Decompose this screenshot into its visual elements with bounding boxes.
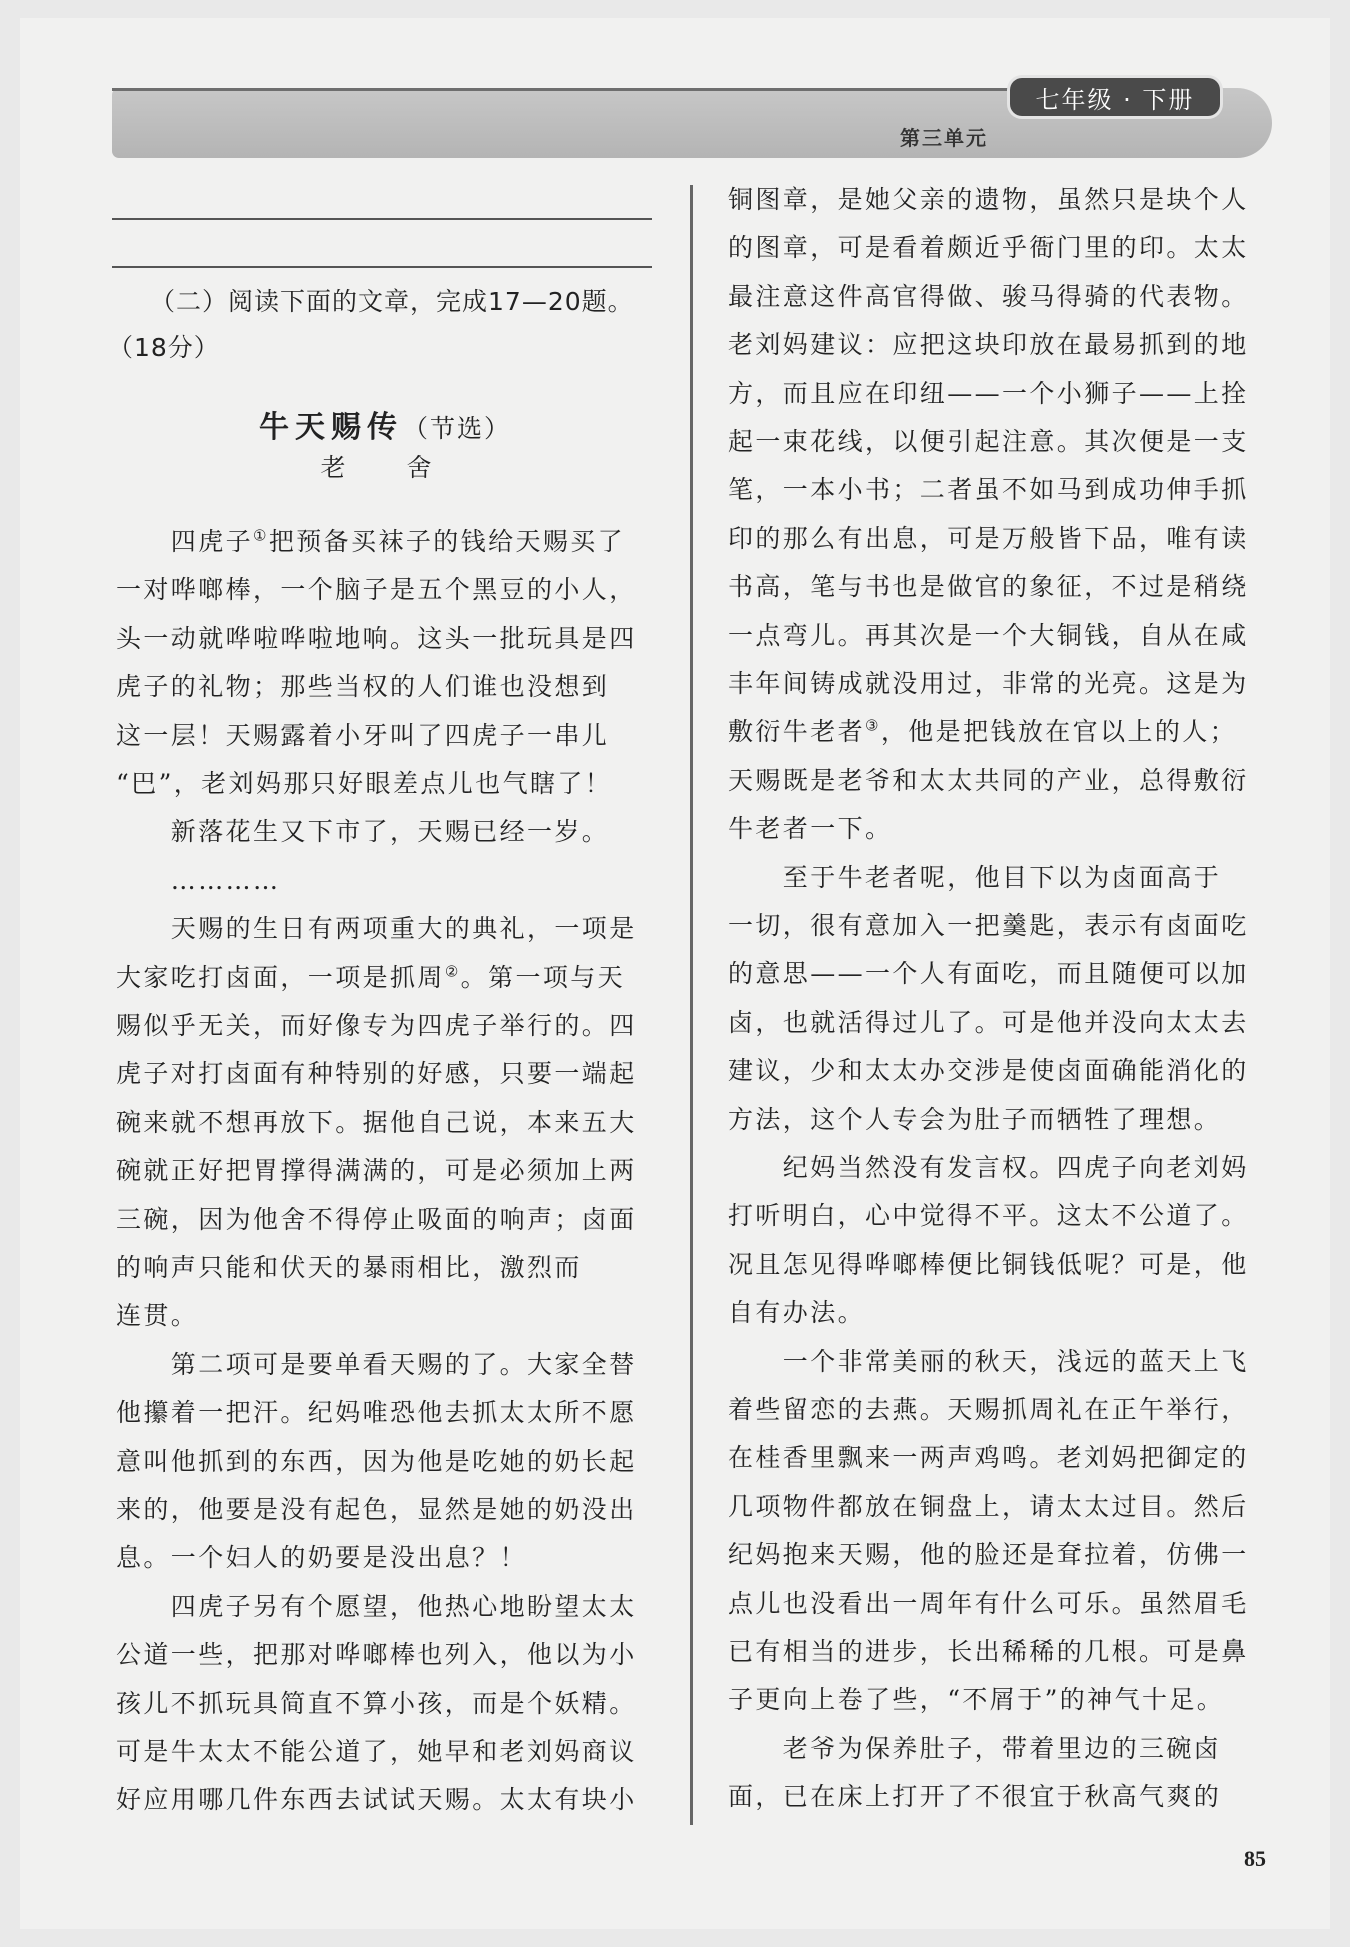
text-line-content: 丰年间铸成就没用过，非常的光亮。这是为 [728,669,1249,698]
text-line [116,1151,637,1191]
text-line-content: 把预备买袜子的钱给天赐买了 [268,527,626,556]
text-line [728,519,1249,559]
text-line [116,570,637,610]
text-line [728,1390,1249,1430]
text-line [116,1054,637,1094]
text-line-content: 。第一项与天 [460,962,626,992]
text-line [116,1393,637,1433]
text-line-content: ，他是把钱放在官以上的人； [880,717,1238,747]
text-line [728,1148,1249,1188]
text-line-content: 方法，这个人专会为肚子而牺牲了理想。 [728,1104,1222,1134]
text-line-content: 三碗，因为他舍不得停止吸面的响声；卤面 [116,1204,637,1234]
text-line-content: 孩儿不抓玩具简直不算小孩，而是个妖精。 [116,1688,637,1718]
text-line-content: 公道一些，把那对哗啷棒也列入，他以为小 [116,1640,637,1670]
text-line-content: 来的，他要是没有起色，显然是她的奶没出 [116,1495,637,1524]
article-title-note: （节选） [402,414,511,443]
text-line-content: 意叫他抓到的东西，因为他是吃她的奶长起 [116,1446,637,1476]
text-line-content: 大家吃打卤面，一项是抓周 [116,962,445,992]
text-line-content: 的响声只能和伏天的暴雨相比，激烈而 [116,1253,582,1282]
text-line [116,1006,637,1046]
footnote-marker: ② [444,962,461,981]
text-line [728,1680,1224,1720]
grade-tab: 七年级 · 下册 [1010,78,1220,116]
text-line [116,1200,637,1240]
text-line [728,1100,1221,1140]
text-line-content: 虎子对打卤面有种特别的好感，只要一端起 [116,1059,637,1089]
text-line [728,1051,1249,1091]
text-line [728,1293,865,1333]
text-line-content: 的意思——一个人有面吃，而且随便可以加 [728,959,1249,989]
text-line-content: 第二项可是要单看天赐的了。大家全替 [116,1349,637,1379]
text-line [728,1777,1221,1817]
text-line [116,1635,637,1675]
text-line [116,764,612,804]
text-line-content: 点儿也没看出一周年有什么可乐。虽然眉毛 [728,1588,1249,1618]
text-line [116,1442,637,1482]
text-line-content: 卤，也就活得过儿了。可是他并没向太太去 [728,1007,1249,1037]
text-line-content: 着些留恋的去燕。天赐抓周礼在正午举行， [728,1395,1249,1424]
text-line [728,906,1249,946]
text-line [116,619,637,659]
answer-blank-line [112,218,652,220]
text-line-content: 这一层！天赐露着小牙叫了四虎子一串儿 [116,720,610,750]
footnote-marker: ③ [865,717,881,736]
text-line [728,1342,1249,1382]
text-line-content: 几项物件都放在铜盘上，请太太过目。然后 [728,1491,1249,1521]
text-line-content: 一个非常美丽的秋天，浅远的蓝天上飞 [728,1346,1249,1376]
unit-label: 第三单元 [900,126,988,150]
text-line [728,374,1249,414]
text-line-content: 已有相当的进步，长出稀稀的几根。可是鼻 [728,1637,1249,1666]
text-line [116,1732,637,1772]
text-line-content: 一点弯儿。再其次是一个大铜钱，自从在咸 [728,620,1249,650]
text-line [116,522,625,562]
text-line [116,1538,527,1578]
column-divider [690,185,693,1825]
text-line-content: 可是牛太太不能公道了，她早和老刘妈商议 [116,1737,637,1766]
answer-blank-line [112,266,652,268]
text-line-content: 老爷为保养肚子，带着里边的三碗卤 [728,1733,1222,1763]
text-line-content: 碗来就不想再放下。据他自己说，本来五大 [116,1107,637,1137]
text-line-content: 连贯。 [116,1301,199,1331]
text-line [728,422,1249,462]
text-line [116,1296,198,1336]
text-line-content: 老刘妈建议：应把这块印放在最易抓到的地 [728,330,1249,360]
text-line-content: 一切，很有意加入一把羹匙，表示有卤面吃 [728,911,1249,940]
text-line [116,958,625,998]
text-line [728,1245,1249,1285]
text-line-content: 他攥着一把汗。纪妈唯恐他去抓太太所不愿 [116,1398,637,1428]
text-line [728,1438,1249,1478]
text-line-content: 天赐的生日有两项重大的典礼，一项是 [116,914,637,944]
text-line-content: 打听明白，心中觉得不平。这太不公道了。 [728,1201,1249,1231]
text-line [728,616,1249,656]
text-line [728,664,1249,704]
text-line-content: 敷衍牛老者 [728,717,866,747]
text-line [728,712,1237,752]
text-line [116,1345,637,1385]
text-line-content: 头一动就哗啦哗啦地响。这头一批玩具是四 [116,623,637,653]
text-line [728,1487,1249,1527]
text-line-content: 自有办法。 [728,1298,866,1328]
text-line [116,1103,637,1143]
text-line [116,861,280,901]
text-line-content: 赐似乎无关，而好像专为四虎子举行的。四 [116,1011,637,1040]
page-number: 85 [1244,1846,1266,1871]
text-line-content: 况且怎见得哗啷棒便比铜钱低呢？可是，他 [728,1249,1249,1279]
text-line-content: 铜图章，是她父亲的遗物，虽然只是块个人 [728,185,1249,214]
article-title-text: 牛天赐传 [258,410,403,445]
text-line-content: 纪妈抱来天赐，他的脸还是耷拉着，仿佛一 [728,1540,1249,1570]
text-line-content: 四虎子 [116,527,254,556]
text-line-content: 建议，少和太太办交涉是使卤面确能消化的 [728,1056,1249,1086]
text-line [116,909,637,949]
text-line-content: 印的那么有出息，可是万般皆下品，唯有读 [728,523,1249,553]
text-line [116,1587,637,1627]
text-line-content: 牛老者一下。 [728,814,893,844]
text-line-content: 息。一个妇人的奶要是没出息？！ [116,1543,528,1573]
text-line [728,954,1249,994]
text-line-content: 面，已在床上打开了不很宜于秋高气爽的 [728,1782,1222,1812]
text-line-content: 书高，笔与书也是做官的象征，不过是稍绕 [728,572,1249,602]
text-line-content: 起一束花线，以便引起注意。其次便是一支 [728,427,1249,456]
text-line [728,1196,1249,1236]
text-line [728,761,1249,801]
text-line-content: ………… [116,865,281,895]
text-line [728,1584,1249,1624]
article-title [116,402,654,446]
text-line [728,1632,1249,1672]
text-line [116,1490,637,1530]
text-line-content: 最注意这件高官得做、骏马得骑的代表物。 [728,281,1249,311]
article-author: 老 舍 [320,453,450,482]
text-line-content: 天赐既是老爷和太太共同的产业，总得敷衍 [728,765,1249,795]
text-line-content: 新落花生又下市了，天赐已经一岁。 [116,817,610,847]
text-line [116,812,609,852]
text-line [728,1729,1221,1769]
text-line [728,470,1249,510]
text-line [728,277,1249,317]
text-line [116,1780,637,1820]
text-line [728,1535,1249,1575]
header-rule [112,88,1122,91]
text-line [728,180,1249,220]
text-line [728,228,1249,268]
text-line-content: 虎子的礼物；那些当权的人们谁也没想到 [116,672,610,702]
section-score: （18分） [108,333,220,362]
text-line [116,1248,582,1288]
text-line [728,858,1221,898]
text-line [728,325,1249,365]
text-line [116,667,609,707]
text-line-content: 至于牛老者呢，他目下以为卤面高于 [728,862,1222,892]
text-line-content: 的图章，可是看着颇近乎衙门里的印。太太 [728,233,1249,263]
section-heading: （二）阅读下面的文章，完成17—20题。 [150,287,634,316]
text-line [728,809,892,849]
text-line-content: “巴”，老刘妈那只好眼差点儿也气瞎了！ [116,769,613,798]
text-line-content: 纪妈当然没有发言权。四虎子向老刘妈 [728,1153,1249,1182]
text-line-content: 方，而且应在印纽——一个小狮子——上拴 [728,378,1249,408]
text-line-content: 好应用哪几件东西去试试天赐。太太有块小 [116,1785,637,1815]
text-line-content: 在桂香里飘来一两声鸡鸣。老刘妈把御定的 [728,1443,1249,1473]
footnote-marker: ① [253,526,269,545]
text-line-content: 子更向上卷了些，“不屑于”的神气十足。 [728,1685,1225,1715]
text-line [116,1684,637,1724]
text-line-content: 碗就正好把胃撑得满满的，可是必须加上两 [116,1156,637,1186]
text-line-content: 笔，一本小书；二者虽不如马到成功伸手抓 [728,475,1249,505]
text-line-content: 一对哗啷棒，一个脑子是五个黑豆的小人， [116,575,637,605]
text-line [728,1003,1249,1043]
text-line [728,567,1249,607]
text-line-content: 四虎子另有个愿望，他热心地盼望太太 [116,1591,637,1621]
text-line [116,716,609,756]
